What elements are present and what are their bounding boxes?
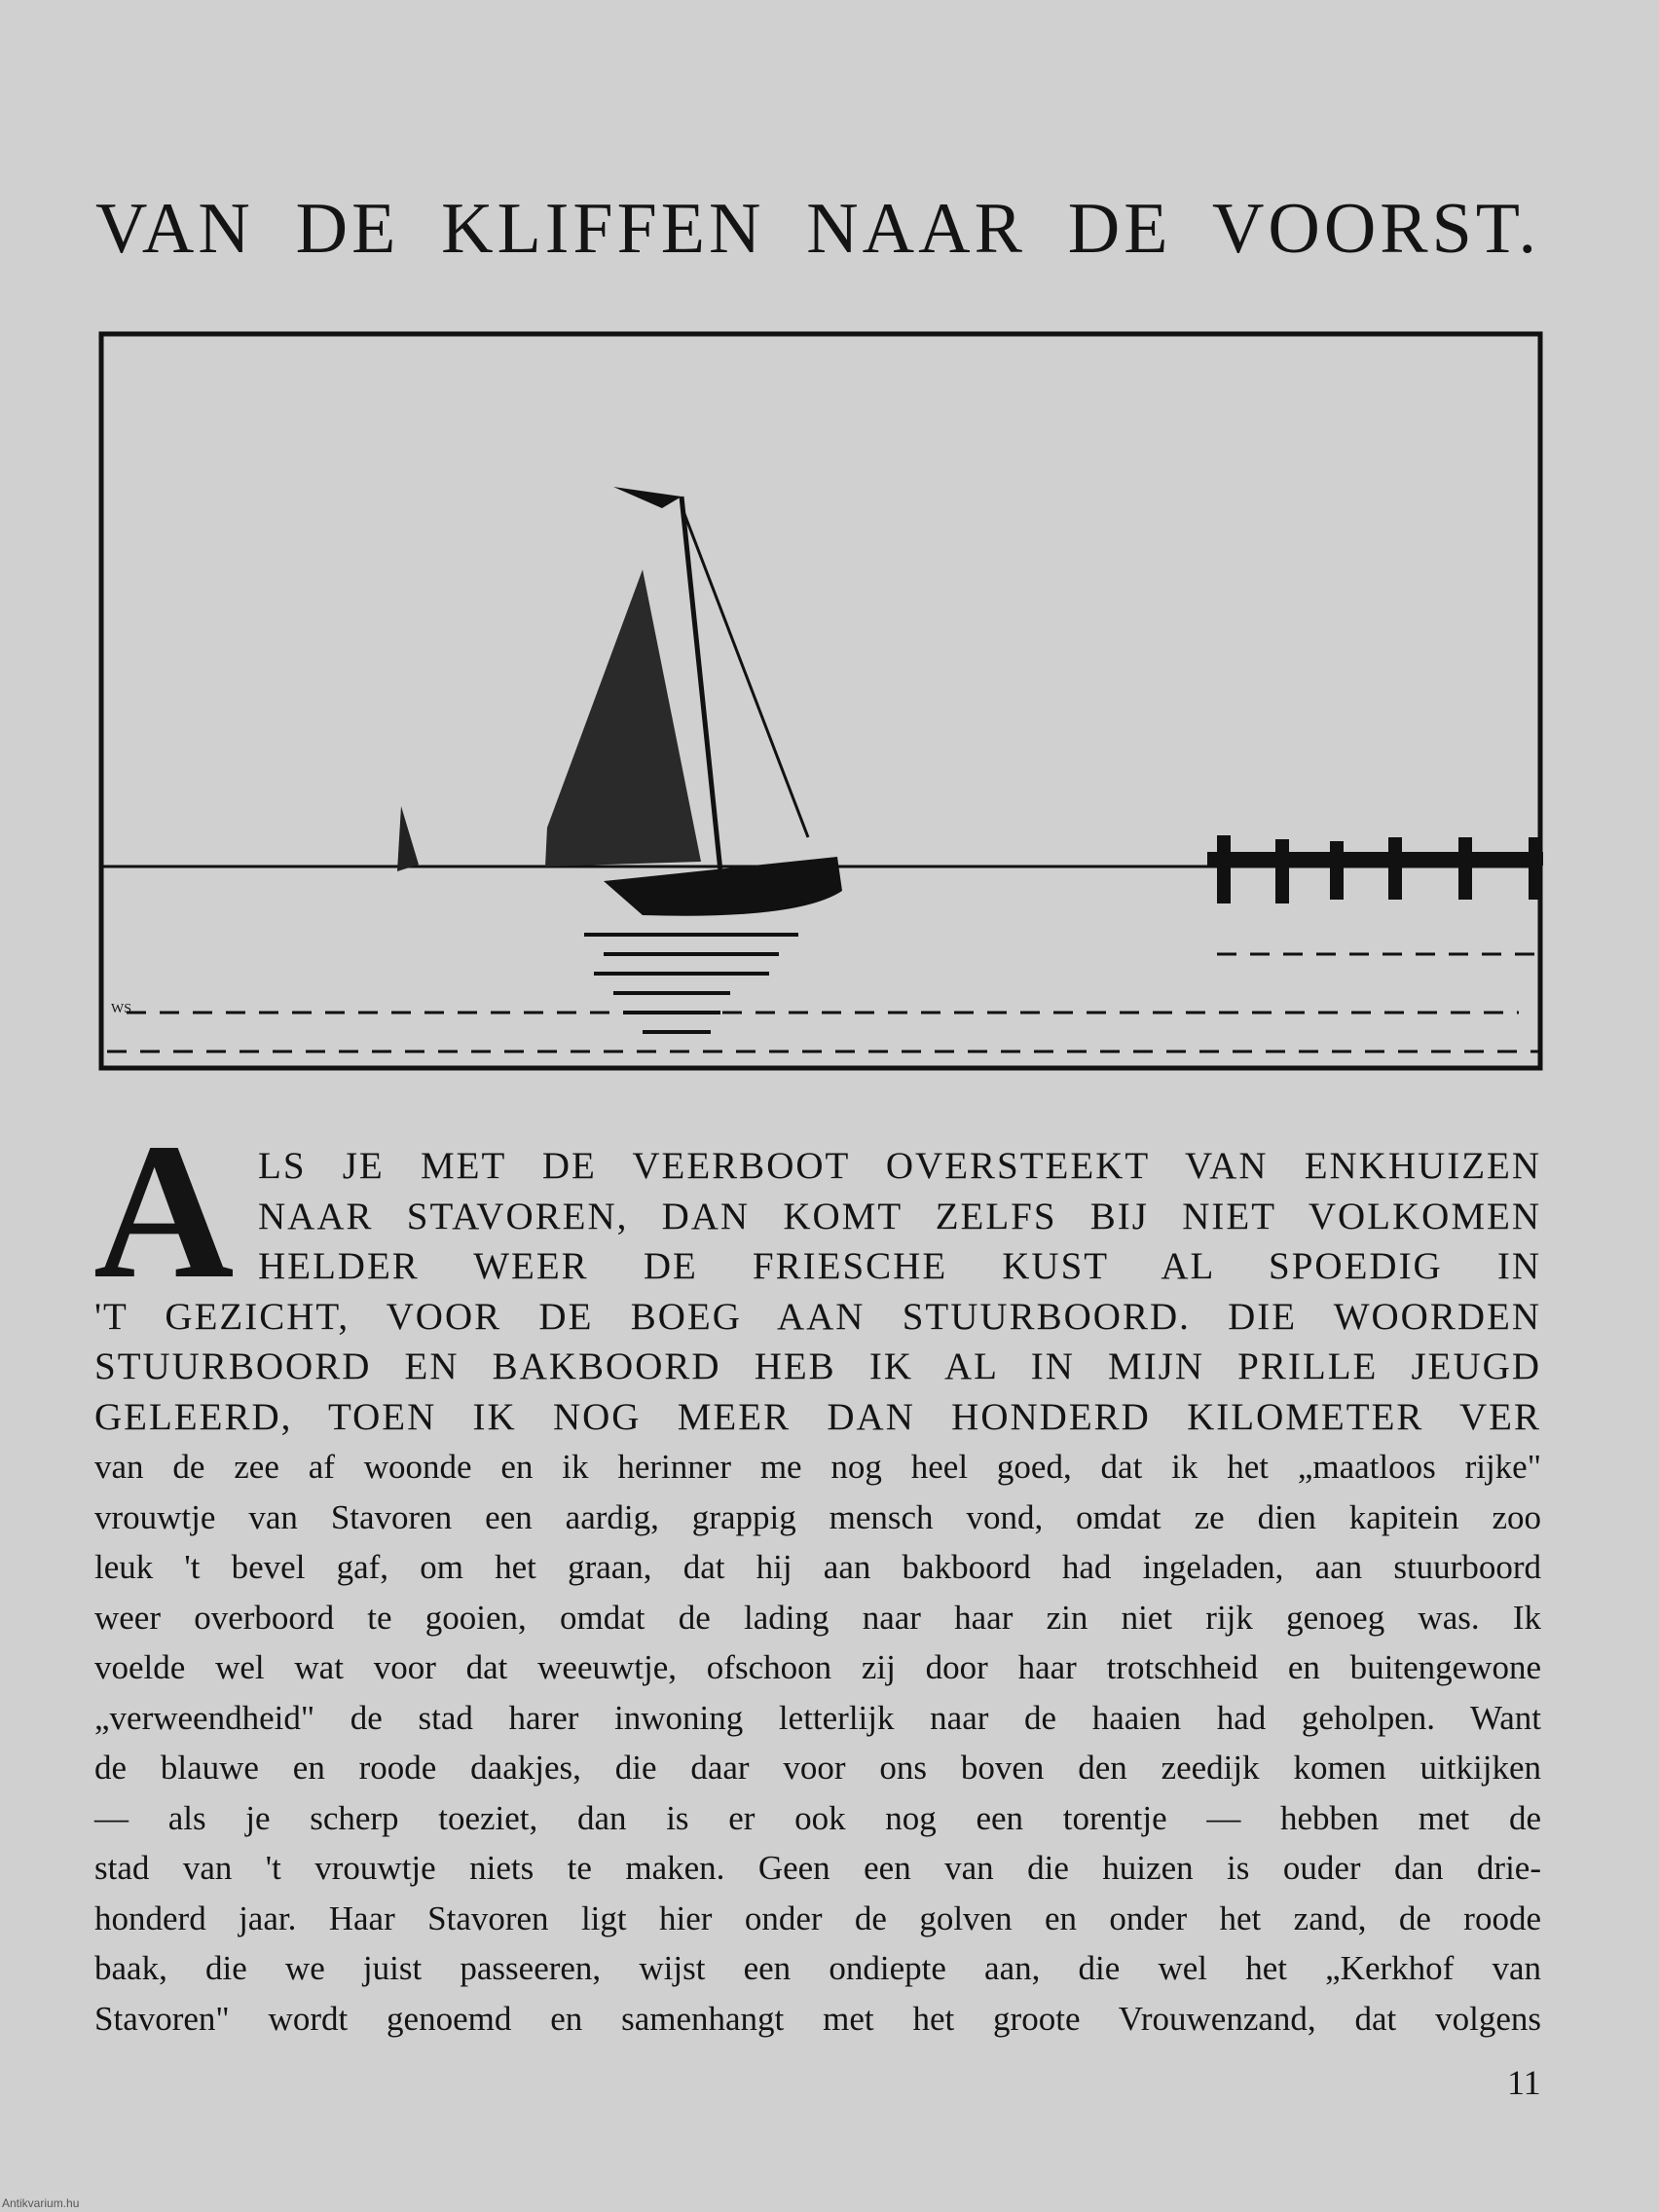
text-line: weer overboord te gooien, omdat de lading naar haar zin niet rijk genoeg was. Ik [94,1598,1541,1637]
text-line: van de zee af woonde en ik herinner me nog heel goed, dat ik het „maatloos rijke" [94,1448,1541,1486]
text-line: LS JE MET DE VEERBOOT OVERSTEEKT VAN ENKHUIZEN [258,1145,1541,1187]
text-line: 'T GEZICHT, VOOR DE BOEG AAN STUURBOORD. DIE WOORDEN [94,1295,1541,1338]
text-line: honderd jaar. Haar Stavoren ligt hier onder de golven en onder het zand, de roode [94,1899,1541,1937]
text-line: STUURBOORD EN BAKBOORD HEB IK AL IN MIJN PRILLE JEUGD [94,1346,1541,1387]
sailing-boat-illustration [97,331,1546,1073]
text-line: vrouwtje van Stavoren een aardig, grappig mensch vond, omdat ze dien kapitein zoo [94,1497,1541,1536]
text-line: leuk 't bevel gaf, om het graan, dat hij aan bakboord had ingeladen, aan stuurboord [94,1548,1541,1586]
text-line: voelde wel wat voor dat weeuwtje, ofschoon zij door haar trotschheid en buitengewone [94,1648,1541,1686]
text-line: HELDER WEER DE FRIESCHE KUST AL SPOEDIG IN [258,1245,1541,1287]
text-line: GELEERD, TOEN IK NOG MEER DAN HONDERD KILOMETER VER [94,1395,1541,1438]
artist-monogram: WS [111,1002,131,1016]
text-line: stad van 't vrouwtje niets te maken. Geen een van die huizen is ouder dan drie- [94,1849,1541,1887]
text-line: baak, die we juist passeeren, wijst een ondiepte aan, die wel het „Kerkhof van [94,1949,1541,1987]
page-number: 11 [1507,2063,1541,2102]
text-line: — als je scherp toeziet, dan is er ook nog een torentje — hebben met de [94,1798,1541,1837]
page-title: VAN DE KLIFFEN NAAR DE VOORST. [95,189,1540,269]
text-line: Stavoren" wordt genoemd en samenhangt met het groote Vrouwenzand, dat volgens [94,1999,1541,2038]
text-line: NAAR STAVOREN, DAN KOMT ZELFS BIJ NIET VOLKOMEN [258,1195,1541,1237]
body-text [94,1141,1541,2044]
text-line: „verweendheid" de stad harer inwoning letterlijk naar de haaien had geholpen. Want [94,1698,1541,1737]
watermark: Antikvarium.hu [2,2196,80,2210]
drop-cap: A [93,1104,235,1319]
text-line: de blauwe en roode daakjes, die daar voor ons boven den zeedijk komen uitkijken [94,1749,1541,1787]
